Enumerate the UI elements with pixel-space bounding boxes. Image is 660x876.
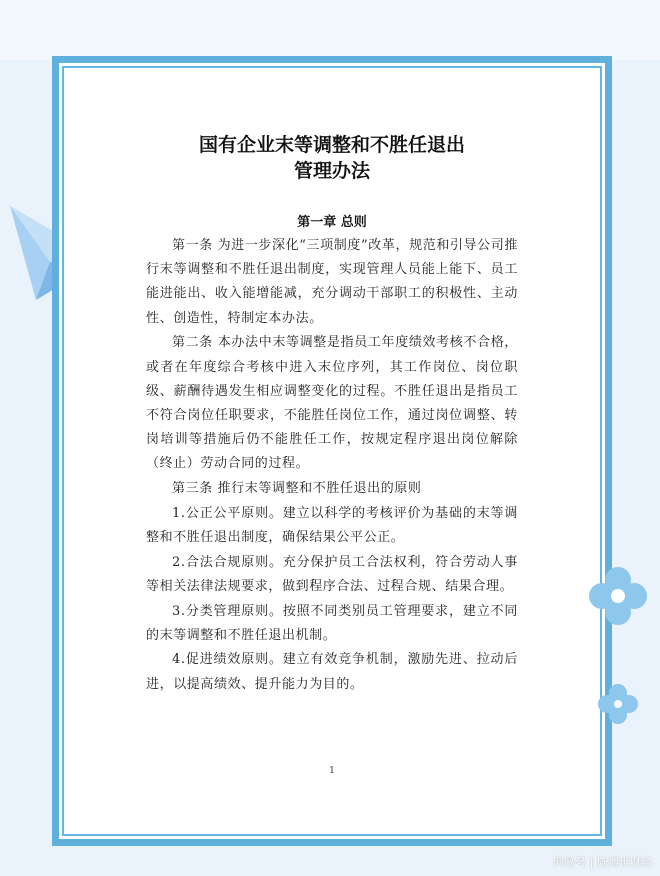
principle-1: 1.公正公平原则。建立以科学的考核评价为基础的末等调整和不胜任退出制度，确保结果公平公正。 (146, 505, 518, 545)
chapter-heading: 第一章 总则 (297, 215, 367, 230)
principle-3: 3.分类管理原则。按照不同类别员工管理要求，建立不同的末等调整和不胜任退出机制。 (146, 603, 518, 643)
article-1: 第一条 为进一步深化“三项制度”改革，规范和引导公司推行末等调整和不胜任退出制度，实现管理人员能上能下、员工能进能出、收入能增能减，充分调动干部职工的积极性、主动性、创造性，特制定本办法。 (146, 238, 518, 326)
principle-2: 2.合法合规原则。充分保护员工合法权利，符合劳动人事等相关法律法规要求，做到程序合法、过程合规、结果合理。 (146, 554, 518, 594)
document-title (62, 132, 602, 184)
principle-4: 4.促进绩效原则。建立有效竞争机制，激励先进、拉动后进，以提高绩效、提升能力为目的。 (146, 652, 518, 692)
article-2: 第二条 本办法中末等调整是指员工年度绩效考核不合格，或者在年度综合考核中进入末位序列，其工作岗位、岗位职级、薪酬待遇发生相应调整变化的过程。不胜任退出是指员工不符合岗位任职要求，不能胜任岗位工作，通过岗位调整、转岗培训等措施后仍不能胜任工作，按规定程序退出岗位解除（终止）劳动合同的过程。 (146, 335, 518, 472)
flower-decoration-icon (588, 566, 648, 626)
title-line-2: 管理办法 (293, 160, 370, 182)
page-number: 1 (329, 766, 335, 776)
document-body (146, 234, 518, 697)
flower-decoration-small-icon (598, 684, 638, 724)
source-watermark: 网易号 | 陈博世财经 (553, 856, 652, 869)
background-top (0, 0, 660, 60)
article-3-heading: 第三条 推行末等调整和不胜任退出的原则 (172, 481, 422, 497)
title-line-1: 国有企业末等调整和不胜任退出 (198, 134, 465, 156)
